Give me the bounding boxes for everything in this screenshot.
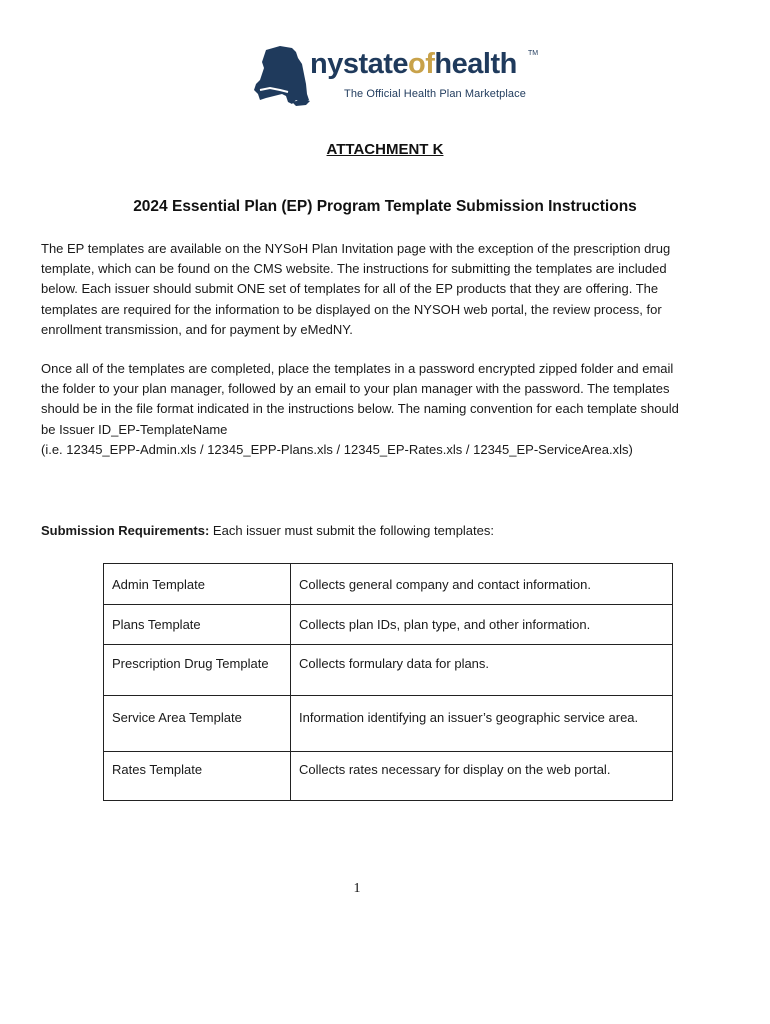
- logo-tagline: The Official Health Plan Marketplace: [344, 88, 526, 100]
- paragraph-line: template, which can be found on the CMS website. The instructions for submitting the templates are included: [41, 261, 667, 277]
- table-row: [104, 752, 673, 801]
- paragraph-line: enrollment transmission, and for payment by eMedNY.: [41, 321, 353, 337]
- template-description-cell: Collects formulary data for plans.: [291, 645, 673, 696]
- logo-trademark: TM: [528, 50, 539, 57]
- paragraph-line: the folder to your plan manager, followed by an email to your plan manager with the password. The templates: [41, 381, 670, 397]
- table-row: [104, 645, 673, 696]
- template-description-cell: Collects plan IDs, plan type, and other information.: [291, 605, 673, 645]
- paragraph-line: (i.e. 12345_EPP-Admin.xls / 12345_EPP-Plans.xls / 12345_EP-Rates.xls / 12345_EP-ServiceArea.xls): [41, 441, 633, 457]
- templates-table: [103, 563, 673, 801]
- paragraph-line: The EP templates are available on the NYSoH Plan Invitation page with the exception of the prescription drug: [41, 241, 671, 256]
- paragraph-line: templates are required for the information to be displayed on the NYSOH web portal, the review process, for: [41, 301, 662, 317]
- new-york-state-map-icon: [252, 44, 312, 108]
- submission-requirements: [41, 523, 494, 538]
- table-row: [104, 605, 673, 645]
- document-title: 2024 Essential Plan (EP) Program Template Submission Instructions: [133, 198, 637, 215]
- nystateofhealth-logo: [252, 44, 542, 108]
- attachment-heading: ATTACHMENT K: [326, 141, 444, 158]
- paragraph-line: below. Each issuer should submit ONE set of templates for all of the EP products that they are offering. The: [41, 281, 659, 297]
- requirements-text: Each issuer must submit the following templates:: [209, 523, 494, 538]
- table-row: [104, 696, 673, 752]
- logo-wordmark: [310, 46, 517, 82]
- logo-wordmark-health: health: [434, 48, 517, 80]
- template-name-cell: Prescription Drug Template: [104, 645, 291, 696]
- logo-wordmark-state: state: [342, 48, 409, 80]
- paragraph-line: should be in the file format indicated in the instructions below. The naming convention for each template should: [41, 401, 679, 417]
- submission-paragraph: [41, 359, 731, 460]
- template-name-cell: Plans Template: [104, 605, 291, 645]
- template-name-cell: Service Area Template: [104, 696, 291, 752]
- requirements-label: Submission Requirements:: [41, 523, 210, 538]
- paragraph-line: Once all of the templates are completed, place the templates in a password encrypted zipped folder and email: [41, 361, 674, 376]
- logo-wordmark-of: of: [408, 48, 435, 80]
- page-number: 1: [353, 881, 361, 896]
- paragraph-line: be Issuer ID_EP-TemplateName: [41, 421, 228, 437]
- intro-paragraph: [41, 239, 731, 340]
- template-description-cell: Collects general company and contact information.: [291, 564, 673, 605]
- logo-wordmark-ny: ny: [310, 48, 343, 80]
- template-name-cell: Admin Template: [104, 564, 291, 605]
- table-row: [104, 564, 673, 605]
- template-description-cell: Information identifying an issuer’s geographic service area.: [291, 696, 673, 752]
- template-description-cell: Collects rates necessary for display on the web portal.: [291, 752, 673, 801]
- template-name-cell: Rates Template: [104, 752, 291, 801]
